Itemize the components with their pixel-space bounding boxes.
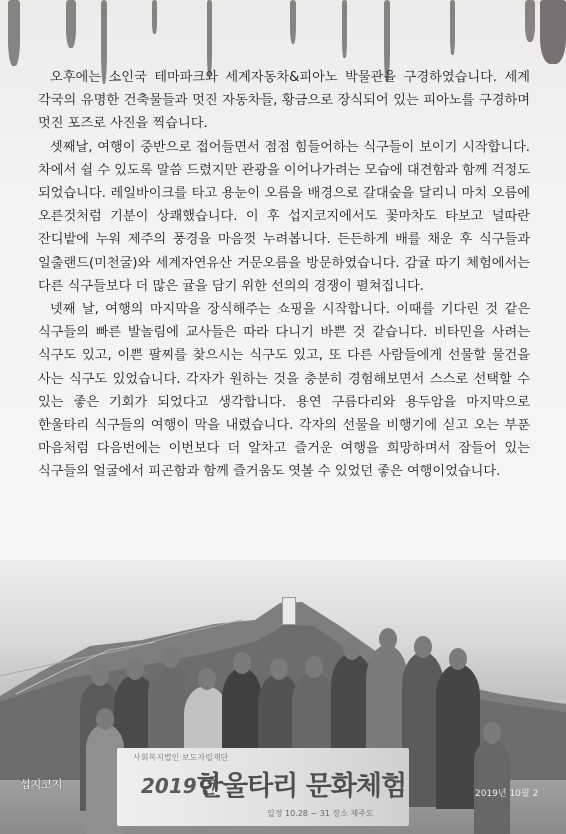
event-banner xyxy=(117,748,409,826)
banner-title: 한울타리 문화체험 xyxy=(197,771,407,802)
banner-organization: 사회복지법인 보도자립재단 xyxy=(133,753,229,762)
banner-year: 2019년 xyxy=(141,774,216,798)
paragraph-2: 셋째날, 여행이 중반으로 접어들면서 점점 힘들어하는 식구들이 보이기 시작합니다. 차에서 쉴 수 있도록 말씀 드렸지만 관광을 이어나가려는 모습에 대견함과 함께 걱정도 되었습니다. 레일바이크를 타고 용눈이 오름을 배경으로 갈대숲을 달리니 마치 오름에 오른것처럼 기분이 상쾌했습니다. 이 후 섭지코지에서도 꽃마차도 타보고 널따란 잔디밭에 누워 제주의 풍경을 마음껏 누려봅니다. 든든하게 배를 채운 후 식구들과 일출랜드(미천굴)와 세계자연유산 거문오름을 방문하였습니다. 감귤 따기 체험에서는 다른 식구들보다 더 많은 귤을 담기 위한 선의의 경쟁이 펼쳐집니다. xyxy=(38,139,530,294)
photo-caption-location: 섭지코지 xyxy=(20,778,63,791)
paragraph-1: 오후에는 소인국 테마파크와 세계자동차&피아노 박물관을 구경하였습니다. 세계 각국의 유명한 건축물들과 멋진 자동차들, 황금으로 장식되어 있는 피아노를 구경하며 멋진 포즈로 사진을 찍습니다. xyxy=(38,70,530,132)
lighthouse xyxy=(282,597,296,625)
banner-schedule: 일정 10.28 ~ 31 장소 제주도 xyxy=(267,809,374,818)
article-text xyxy=(38,66,530,484)
photo-caption-date: 2019년 10월 2 xyxy=(475,789,539,799)
paragraph-3: 넷째 날, 여행의 마지막을 장식해주는 쇼핑을 시작합니다. 이때를 기다린 것 같은 식구들의 빠른 발놀림에 교사들은 따라 다니기 바쁜 것 같습니다. 비타민을 사려는 식구도 있고, 이쁜 팔찌를 찾으시는 식구도 있고, 또 다른 사람들에게 선물할 물건을 사는 식구도 있었습니다. 각자가 원하는 것을 충분히 경험해보면서 스스로 선택할 수 있는 좋은 기회가 되었다고 생각합니다. 용연 구름다리와 용두암을 마지막으로 한울타리 식구들의 여행이 막을 내렸습니다. 각자의 선물을 비행기에 싣고 오는 부푼 마음처럼 다음번에는 이번보다 더 알차고 즐거운 여행을 희망하며서 잠들어 있는 식구들의 얼굴에서 피곤함과 함께 즐거움도 엿볼 수 있었던 좋은 여행이었습니다. xyxy=(38,302,530,480)
